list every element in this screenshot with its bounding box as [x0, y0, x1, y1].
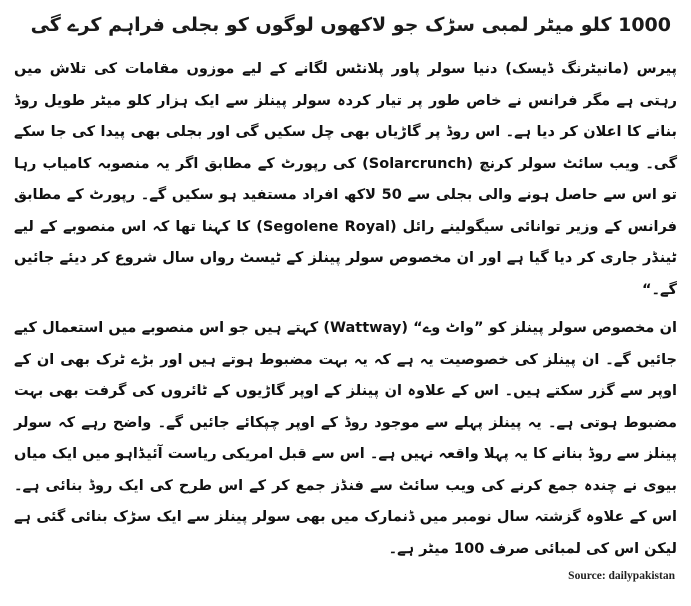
- article-headline: 1000 کلو میٹر لمبی سڑک جو لاکھوں لوگوں کو بجلی فراہم کرے گی: [30, 14, 671, 36]
- article: [14, 10, 677, 572]
- source-credit: Source: dailypakistan: [568, 570, 675, 582]
- article-paragraph-1: پیرس (مانیٹرنگ ڈیسک) دنیا سولر پاور پلانٹس لگانے کے لیے موزوں مقامات کی تلاش میں رہتی ہے مگر فرانس نے خاص طور پر تیار کردہ سولر پینلز سے ایک ہزار کلو میٹر طویل روڈ بنانے کا اعلان کر دیا ہے۔ اس روڈ پر گاڑیاں بھی چل سکیں گی اور بجلی بھی پیدا کی جا سکے گی۔ ویب سائٹ سولر کرنچ (Solarcrunch) کی رپورٹ کے مطابق اگر یہ منصوبہ کامیاب رہا تو اس سے حاصل ہونے والی بجلی سے 50 لاکھ افراد مستفید ہو سکیں گے۔ رپورٹ کے مطابق فرانس کے وزیر توانائی سیگولینے رائل (Segolene Royal) کا کہنا تھا کہ اس منصوبے کے لیے ٹینڈر جاری کر دیا گیا ہے اور ان مخصوص سولر پینلز کے ٹیسٹ رواں سال شروع کر دیئے جائیں گے۔“: [14, 61, 678, 298]
- article-paragraph-2: ان مخصوص سولر پینلز کو ”واٹ وے“ (Wattway) کہتے ہیں جو اس منصوبے میں استعمال کیے جائیں گے۔ ان پینلز کی خصوصیت یہ ہے کہ یہ بہت مضبوط ہوتے ہیں اور بڑے ٹرک بھی ان کے اوپر سے گزر سکتے ہیں۔ اس کے علاوہ ان پینلز کے اوپر گاڑیوں کے ٹائروں کی گرفت بھی بہت مضبوط ہوتی ہے۔ یہ پینلز پہلے سے موجود روڈ کے اوپر چپکائے جائیں گے۔ واضح رہے کہ سولر پینلز سے روڈ بنانے کا یہ پہلا واقعہ نہیں ہے۔ اس سے قبل امریکی ریاست آئیڈاہو میں ایک میاں بیوی نے چندہ جمع کرنے کی ویب سائٹ سے فنڈز جمع کر کے اس طرح کی ایک روڈ بنائی ہے۔ اس کے علاوہ گزشتہ سال نومبر میں ڈنمارک میں بھی سولر پینلز سے ایک سڑک بنائی گئی ہے لیکن اس کی لمبائی صرف 100 میٹر ہے۔: [14, 320, 677, 557]
